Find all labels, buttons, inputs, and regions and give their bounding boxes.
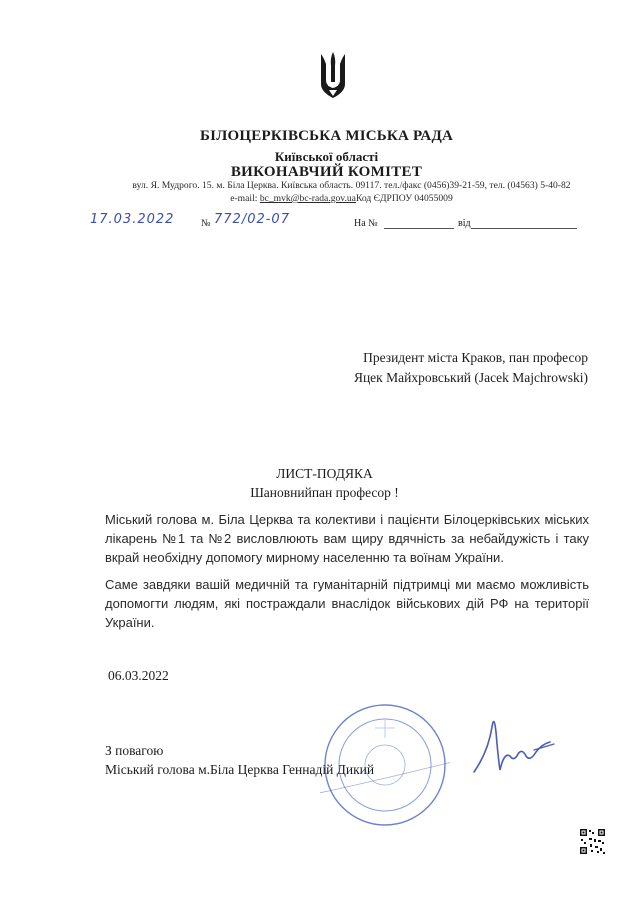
oblast-name: Київської області — [274, 149, 379, 164]
qr-code-icon — [579, 828, 606, 855]
registration-line — [88, 212, 588, 232]
letter-title: ЛИСТ-ПОДЯКА — [276, 466, 373, 481]
handwritten-signature-icon — [470, 712, 560, 782]
address-line: вул. Я. Мудрого. 15. м. Біла Церква. Київська область. 09117. тел./факс (0456)39-21-59, тел. (04563) 5-40-82 — [132, 180, 571, 191]
edrpou-code: Код ЄДРПОУ 04055009 — [355, 193, 453, 204]
addressee-line-2: Яцек Майхровський (Jacek Majchrowski) — [353, 370, 588, 385]
closing-block — [105, 741, 374, 779]
registration-date-field — [90, 212, 202, 230]
trident-emblem-icon — [318, 50, 348, 100]
email-label: e-mail: — [230, 193, 258, 204]
addressee-block — [354, 348, 588, 388]
committee-name: ВИКОНАВЧИЙ КОМІТЕТ — [230, 164, 423, 180]
council-name: БІЛОЦЕРКІВСЬКА МІСЬКА РАДА — [200, 128, 453, 144]
reply-date-blank — [471, 228, 577, 229]
body-paragraph-1: Міський голова м. Біла Церква та колективи і пацієнти Білоцерківських міських лікарень №1 та №2 висловлюють вам щиру вдячність за небайдужість і таку вкрай необхідну допомогу мирному населенню та воїнам України. — [105, 512, 589, 565]
reply-to-label: На № — [354, 218, 378, 229]
reply-date-label: від — [458, 218, 471, 229]
contact-line — [25, 193, 633, 204]
reply-number-blank — [384, 228, 454, 229]
handwritten-date: 17.03.2022 — [90, 212, 175, 227]
salutation: Шановнийпан професор ! — [250, 485, 399, 500]
handwritten-number: 772/02-07 — [214, 212, 290, 227]
body-paragraph-2: Саме завдяки вашій медичній та гуманітарній підтримці ми маємо можливість допомогти людям, які постраждали внаслідок військових дій РФ на території України. — [105, 577, 589, 630]
addressee-line-1: Президент міста Краков, пан професор — [363, 350, 588, 365]
registration-number-field — [214, 212, 324, 230]
signatory: Міський голова м.Біла Церква Геннадій Дикий — [105, 762, 375, 777]
closing-phrase: З повагою — [105, 743, 164, 758]
number-label: № — [201, 218, 211, 229]
letter-date: 06.03.2022 — [108, 668, 169, 683]
email-link[interactable]: bc_mvk@bc-rada.gov.ua — [259, 193, 356, 204]
